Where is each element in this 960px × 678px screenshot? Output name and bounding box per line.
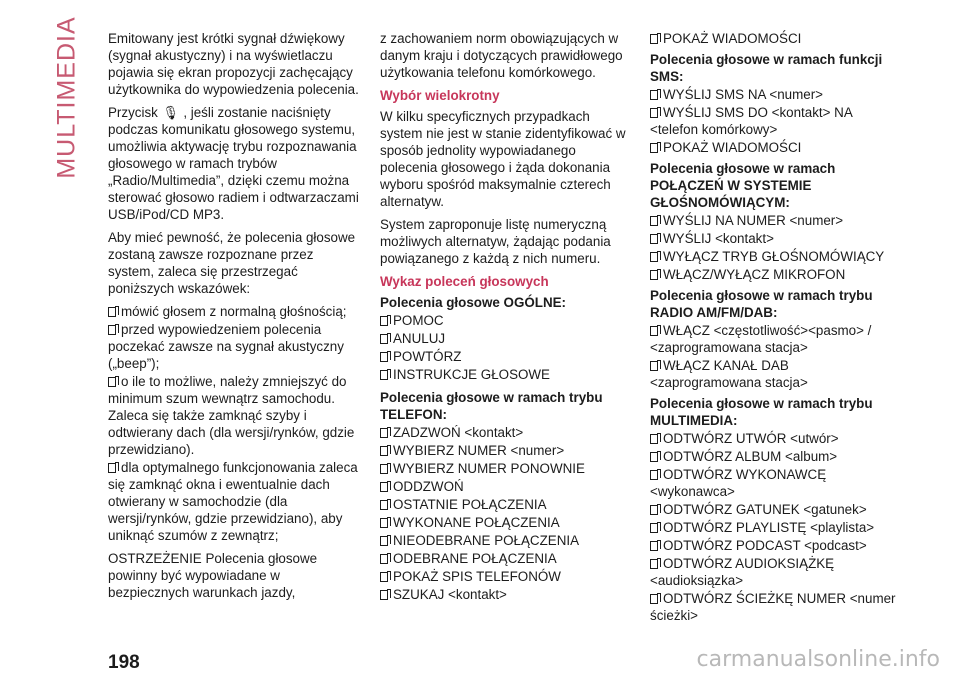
voice-icon: 🎙 <box>162 105 179 120</box>
bullet-icon <box>108 307 116 317</box>
group-title: Polecenia głosowe w ramach trybu MULTIMEDIA: <box>650 396 873 428</box>
list-item-text: INSTRUKCJE GŁOSOWE <box>393 367 550 382</box>
list-item <box>108 373 360 458</box>
bullet-icon <box>650 541 658 551</box>
list-item <box>380 478 632 495</box>
list-item <box>650 537 902 554</box>
bullet-icon <box>650 234 658 244</box>
bullet-icon <box>380 536 388 546</box>
bullet-icon <box>380 446 388 456</box>
list-item-text: OSTATNIE POŁĄCZENIA <box>393 497 547 512</box>
group-title: Polecenia głosowe w ramach funkcji SMS: <box>650 52 883 84</box>
list-item-text: dla optymalnego funkcjonowania zaleca się zamknąć okna i ewentualnie dach otwierany w samochodzie (dla wersji/rynków, gdzie przewidziano), aby uniknąć szumów z zewnątrz; <box>108 460 358 543</box>
list-item-text: WYŚLIJ NA NUMER <numer> <box>663 213 844 228</box>
list-item <box>650 357 902 391</box>
list-item-text: POMOC <box>393 313 444 328</box>
list-item <box>380 424 632 441</box>
list-item <box>650 519 902 536</box>
list-item <box>380 568 632 585</box>
group-title: Polecenia głosowe OGÓLNE: <box>380 295 567 310</box>
warning-paragraph: OSTRZEŻENIE Polecenia głosowe powinny być wypowiadane w bezpiecznych warunkach jazdy, <box>108 551 318 600</box>
list-item <box>650 139 902 156</box>
column-1 <box>108 30 360 607</box>
bullet-icon <box>650 361 658 371</box>
list-item-text: ODEBRANE POŁĄCZENIA <box>393 551 557 566</box>
bullet-icon <box>380 428 388 438</box>
bullet-icon <box>380 518 388 528</box>
bullet-icon <box>650 434 658 444</box>
bullet-icon <box>380 352 388 362</box>
list-item-text: WŁĄCZ/WYŁĄCZ MIKROFON <box>663 267 846 282</box>
list-item-text: POWTÓRZ <box>393 349 462 364</box>
list-item <box>380 312 632 329</box>
list-item <box>650 30 902 47</box>
bullet-icon <box>650 143 658 153</box>
paragraph: System zaproponuje listę numeryczną możliwych alternatyw, żądając podania powiązanego z każdą z nich numeru. <box>380 217 611 266</box>
list-item-text: WYŚLIJ SMS DO <kontakt> NA <telefon komórkowy> <box>650 105 853 137</box>
bullet-icon <box>650 216 658 226</box>
bullet-icon <box>650 252 658 262</box>
bullet-icon <box>380 482 388 492</box>
group-title: Polecenia głosowe w ramach trybu RADIO AM/FM/DAB: <box>650 288 873 320</box>
list-item <box>380 442 632 459</box>
list-item-text: POKAŻ SPIS TELEFONÓW <box>393 569 561 584</box>
list-item-text: SZUKAJ <kontakt> <box>393 587 507 602</box>
list-item <box>380 532 632 549</box>
list-item-text: NIEODEBRANE POŁĄCZENIA <box>393 533 580 548</box>
group-title: Polecenia głosowe w ramach trybu TELEFON: <box>380 390 603 422</box>
list-item <box>650 230 902 247</box>
bullet-icon <box>650 470 658 480</box>
list-item <box>650 448 902 465</box>
bullet-icon <box>380 572 388 582</box>
paragraph-voice-button: Przycisk 🎙 , jeśli zostanie naciśnięty podczas komunikatu głosowego systemu, umożliwia aktywację trybu rozpoznawania głosowego w ramach trybów „Radio/Multimedia”, dzięki czemu można sterować głosowo radiem i odtwarzaczami USB/iPod/CD MP3. <box>108 105 359 222</box>
group-title: Polecenia głosowe w ramach POŁĄCZEŃ W SYSTEMIE GŁOŚNOMÓWIĄCYM: <box>650 161 836 210</box>
list-item-text: WYBIERZ NUMER PONOWNIE <box>393 461 585 476</box>
bullet-icon <box>380 316 388 326</box>
watermark: carmanualsonline.info <box>696 647 940 672</box>
list-item-text: ODTWÓRZ ALBUM <album> <box>663 449 838 464</box>
paragraph: z zachowaniem norm obowiązujących w danym kraju i dotyczących prawidłowego użytkowania telefonu komórkowego. <box>380 31 623 80</box>
bullet-icon <box>650 523 658 533</box>
list-item <box>108 459 360 544</box>
list-item <box>650 322 902 356</box>
command-list <box>650 430 902 624</box>
bullet-icon <box>650 594 658 604</box>
bullet-icon <box>380 554 388 564</box>
list-item-text: WYBIERZ NUMER <numer> <box>393 443 565 458</box>
list-item <box>650 555 902 589</box>
list-item-text: WYŚLIJ <kontakt> <box>663 231 774 246</box>
list-item <box>380 366 632 383</box>
list-item-text: ODTWÓRZ PLAYLISTĘ <playlista> <box>663 520 875 535</box>
list-item-text: WYŚLIJ SMS NA <numer> <box>663 87 824 102</box>
bullet-icon <box>650 270 658 280</box>
bullet-icon <box>650 559 658 569</box>
list-item <box>650 266 902 283</box>
list-item <box>650 104 902 138</box>
paragraph: W kilku specyficznych przypadkach system nie jest w stanie zidentyfikować w sposób jednolity wypowiadanego polecenia głosowego i żąda dokonania wyboru spośród maksymalnie czterech alternatyw. <box>380 109 626 209</box>
list-item-text: ODTWÓRZ GATUNEK <gatunek> <box>663 502 867 517</box>
list-item-text: ODTWÓRZ WYKONAWCĘ <wykonawca> <box>650 467 827 499</box>
list-item-text: ANULUJ <box>393 331 446 346</box>
list-item-text: WŁĄCZ <częstotliwość><pasmo> / <zaprogramowana stacja> <box>650 323 872 355</box>
column-3 <box>650 30 902 625</box>
list-item <box>380 348 632 365</box>
list-item-text: ODTWÓRZ AUDIOKSIĄŻKĘ <audioksiązka> <box>650 556 835 588</box>
command-list <box>650 30 902 47</box>
list-item <box>380 330 632 347</box>
list-item <box>380 514 632 531</box>
column-2 <box>380 30 632 604</box>
tips-list <box>108 303 360 544</box>
list-item <box>380 586 632 603</box>
list-item-text: ODTWÓRZ ŚCIEŻKĘ NUMER <numer ścieżki> <box>650 591 896 623</box>
list-item <box>380 550 632 567</box>
list-item-text: WYKONANE POŁĄCZENIA <box>393 515 560 530</box>
bullet-icon <box>650 90 658 100</box>
paragraph: Emitowany jest krótki sygnał dźwiękowy (sygnał akustyczny) i na wyświetlaczu pojawia się ekran propozycji zachęcający użytkownika do wypowiedzenia polecenia. <box>108 31 359 97</box>
bullet-icon <box>650 452 658 462</box>
list-item-text: ODTWÓRZ PODCAST <podcast> <box>663 538 867 553</box>
command-list <box>380 424 632 603</box>
list-item-text: ZADZWOŃ <kontakt> <box>393 425 524 440</box>
bullet-icon <box>380 370 388 380</box>
list-item <box>380 496 632 513</box>
section-tab <box>52 15 82 179</box>
list-item-text: WYŁĄCZ TRYB GŁOŚNOMÓWIĄCY <box>663 249 885 264</box>
bullet-icon <box>650 326 658 336</box>
bullet-icon <box>380 590 388 600</box>
command-list <box>650 322 902 391</box>
list-item <box>380 460 632 477</box>
list-item <box>650 86 902 103</box>
list-item-text: o ile to możliwe, należy zmniejszyć do minimum szum wewnątrz samochodu. Zaleca się także zamknąć szyby i odtwierany dach (dla wersji/rynków, gdzie przewidziano). <box>108 374 355 457</box>
command-list <box>650 212 902 283</box>
list-item <box>650 590 902 624</box>
paragraph: Aby mieć pewność, że polecenia głosowe zostaną zawsze rozpoznane przez system, zaleca się przestrzegać poniższych wskazówek: <box>108 230 356 296</box>
bullet-icon <box>108 325 116 335</box>
command-list <box>650 86 902 156</box>
list-item <box>650 430 902 447</box>
list-item-text: WŁĄCZ KANAŁ DAB <zaprogramowana stacja> <box>650 358 808 390</box>
bullet-icon <box>380 334 388 344</box>
list-item <box>108 321 360 372</box>
bullet-icon <box>108 377 116 387</box>
page-number: 198 <box>108 652 140 673</box>
bullet-icon <box>650 34 658 44</box>
list-item-text: mówić głosem z normalną głośnością; <box>121 304 347 319</box>
list-item <box>108 303 360 320</box>
bullet-icon <box>380 500 388 510</box>
bullet-icon <box>650 505 658 515</box>
section-tab-label: MULTIMEDIA <box>52 15 81 179</box>
list-item-text: ODDZWOŃ <box>393 479 464 494</box>
bullet-icon <box>650 108 658 118</box>
list-item-text: ODTWÓRZ UTWÓR <utwór> <box>663 431 839 446</box>
list-item <box>650 466 902 500</box>
section-heading: Wykaz poleceń głosowych <box>380 274 549 289</box>
bullet-icon <box>380 464 388 474</box>
list-item-text: POKAŻ WIADOMOŚCI <box>663 31 802 46</box>
bullet-icon <box>108 463 116 473</box>
list-item <box>650 212 902 229</box>
list-item-text: POKAŻ WIADOMOŚCI <box>663 140 802 155</box>
command-list <box>380 312 632 383</box>
list-item <box>650 248 902 265</box>
list-item <box>650 501 902 518</box>
section-heading: Wybór wielokrotny <box>380 88 500 103</box>
list-item-text: przed wypowiedzeniem polecenia poczekać zawsze na sygnał akustyczny („beep”); <box>108 322 344 371</box>
